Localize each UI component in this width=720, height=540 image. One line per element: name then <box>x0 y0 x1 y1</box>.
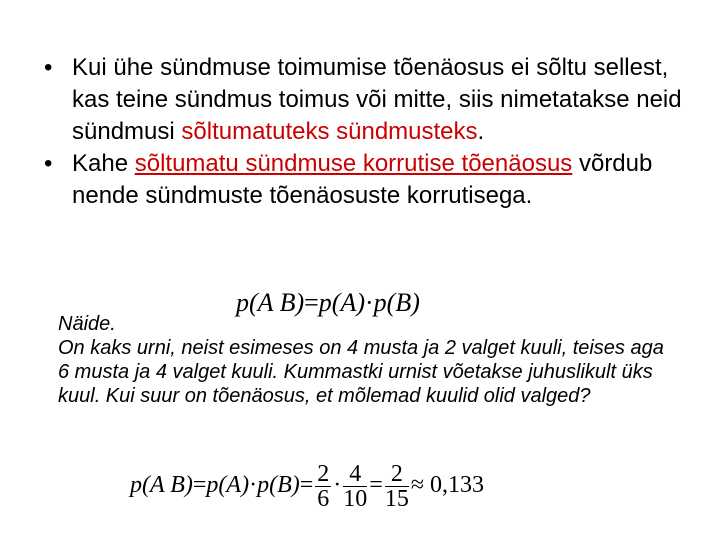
equals-sign: = <box>299 472 314 499</box>
numerator: 4 <box>343 462 367 487</box>
equals-sign: = <box>304 288 319 317</box>
bullet-list <box>44 52 694 212</box>
example-text: On kaks urni, neist esimeses on 4 musta ja 2 valget kuuli, teises aga 6 musta ja 4 valget kuuli. Kummastki urnist võetakse juhuslikult üks kuul. Kui suur on tõenäosus, et mõlemad kuulid olid valged? <box>58 337 664 407</box>
numerator: 2 <box>385 462 409 487</box>
example-heading: Näide. <box>58 313 116 335</box>
formula-term: p(A) <box>206 472 250 499</box>
bullet-text: Kui ühe sündmuse toimumise tõenäosus ei sõltu sellest, kas teine sündmus toimus või mitte, siis nimetatakse neid sündmusi <box>72 54 682 145</box>
fraction-result <box>385 462 409 511</box>
bullet-product-rule <box>44 148 694 212</box>
formula-term: p(A) <box>318 288 365 317</box>
formula-term: B) <box>279 288 305 317</box>
numerator: 2 <box>317 461 330 487</box>
bullet-text-end: võrdub nende sündmuste tõenäosuste korrutisega. <box>72 150 653 209</box>
highlight-term-underlined: sõltumatu sündmuse korrutise tõenäosus <box>134 150 573 177</box>
bullet-text: Kahe <box>72 150 135 177</box>
highlight-term: sõltumatuteks sündmusteks <box>181 118 478 145</box>
equals-sign: = <box>192 472 207 499</box>
example-block <box>58 312 678 408</box>
fraction-white-urn1 <box>315 462 331 511</box>
multiply-dot: · <box>333 472 342 499</box>
formula-term: p(B) <box>257 472 300 499</box>
multiply-dot: · <box>365 288 374 317</box>
formula-term: p(A <box>236 288 274 317</box>
approx-result: ≈ 0,133 <box>410 472 484 499</box>
denominator: 10 <box>343 486 368 512</box>
formula-term: p(B) <box>373 288 420 317</box>
solution-formula <box>130 462 484 511</box>
multiply-dot: · <box>249 472 258 499</box>
bullet-symbol: • <box>44 150 53 177</box>
fraction-white-urn2 <box>343 462 367 511</box>
denominator: 6 <box>317 486 330 512</box>
bullet-symbol: • <box>44 54 53 81</box>
denominator: 15 <box>384 486 409 512</box>
equals-sign: = <box>369 472 383 499</box>
formula-term: B) <box>170 472 193 499</box>
formula-term: p(A <box>130 472 165 499</box>
bullet-independence-definition <box>44 52 694 148</box>
bullet-text-end: . <box>477 118 485 145</box>
